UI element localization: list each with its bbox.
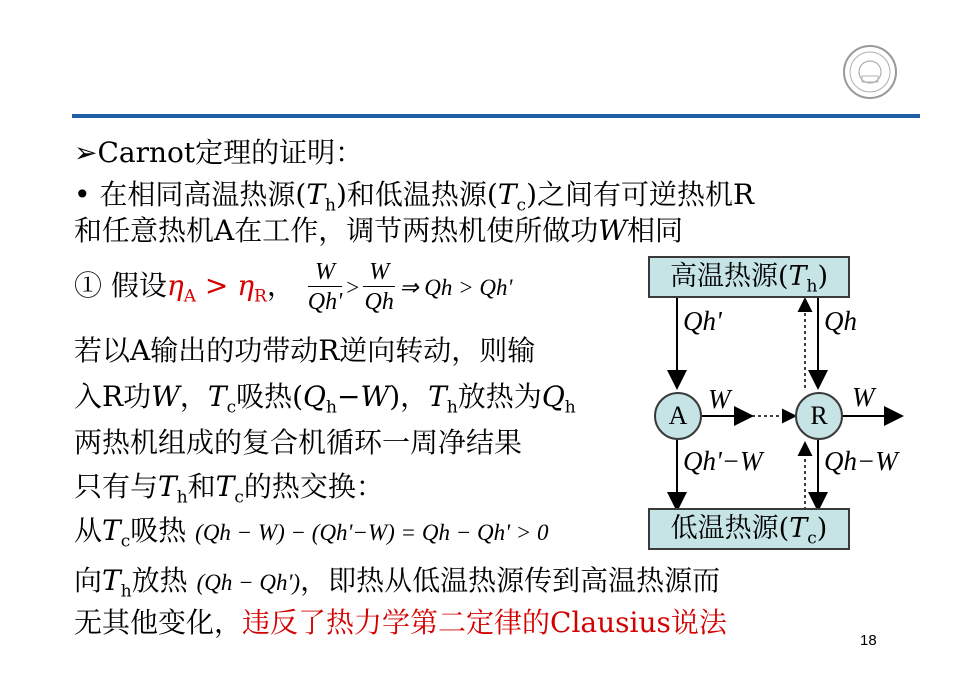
body-line-3: 两热机组成的复合机循环一周净结果 bbox=[74, 426, 523, 459]
body-line-6: 向$T_h$放热 (Qh − Qh')，即热从低温热源传到高温热源而 bbox=[74, 564, 721, 602]
body-line-5: 从$T_c$吸热 (Qh − W) − (Qh'−W) = Qh − Qh' > 0 bbox=[74, 514, 549, 552]
label-qh-prime-minus-w: Qh'−W bbox=[683, 446, 763, 476]
hot-reservoir-box: 高温热源$(T_h)$ bbox=[648, 256, 850, 298]
label-w-from-a: W bbox=[708, 384, 731, 414]
label-qh: Qh bbox=[824, 306, 857, 336]
body-line-4: 只有与$T_h$和$T_c$的热交换： bbox=[74, 470, 384, 508]
label-qh-minus-w: Qh−W bbox=[824, 446, 898, 476]
equation-absorbed-heat: (Qh − W) − (Qh'−W) = Qh − Qh' > 0 bbox=[195, 520, 549, 545]
body-line-2: 入R功W，$T_c$吸热$(Q_h-W)$，$T_h$放热为$Q_h$ bbox=[74, 380, 576, 418]
label-qh-prime: Qh' bbox=[683, 306, 722, 336]
clausius-violation-text: 违反了热力学第二定律的Clausius说法 bbox=[242, 606, 727, 639]
bullet-line-1: • 在相同高温热源$(T_h)$和低温热源$(T_c)$之间有可逆热机R bbox=[74, 178, 755, 216]
label-w-from-r: W bbox=[852, 382, 875, 412]
fraction-w-over-qh: $\frac{W}{Qh}$ bbox=[364, 259, 394, 315]
equation-released-heat: (Qh − Qh') bbox=[196, 570, 301, 595]
engine-r-circle: R bbox=[795, 392, 843, 440]
cold-reservoir-box: 低温热源$(T_c)$ bbox=[648, 508, 850, 550]
body-line-7: 无其他变化，违反了热力学第二定律的Clausius说法 bbox=[74, 606, 727, 639]
fraction-w-over-qh-prime: $\frac{W}{Qh'}$ bbox=[307, 259, 343, 315]
body-line-1: 若以A输出的功带动R逆向转动，则输 bbox=[74, 334, 536, 367]
bullet-line-2: 和任意热机A在工作，调节两热机使所做功W相同 bbox=[74, 214, 684, 247]
section-heading: ➢Carnot定理的证明： bbox=[74, 136, 364, 169]
assumption-line: ① 假设$\eta_A > \eta_R$， $\frac{W}{Qh'}$ > $\frac{W}{Qh}$ ⇒ Qh > Qh' bbox=[74, 259, 513, 315]
page-number: 18 bbox=[860, 632, 877, 649]
engine-a-circle: A bbox=[654, 392, 702, 440]
